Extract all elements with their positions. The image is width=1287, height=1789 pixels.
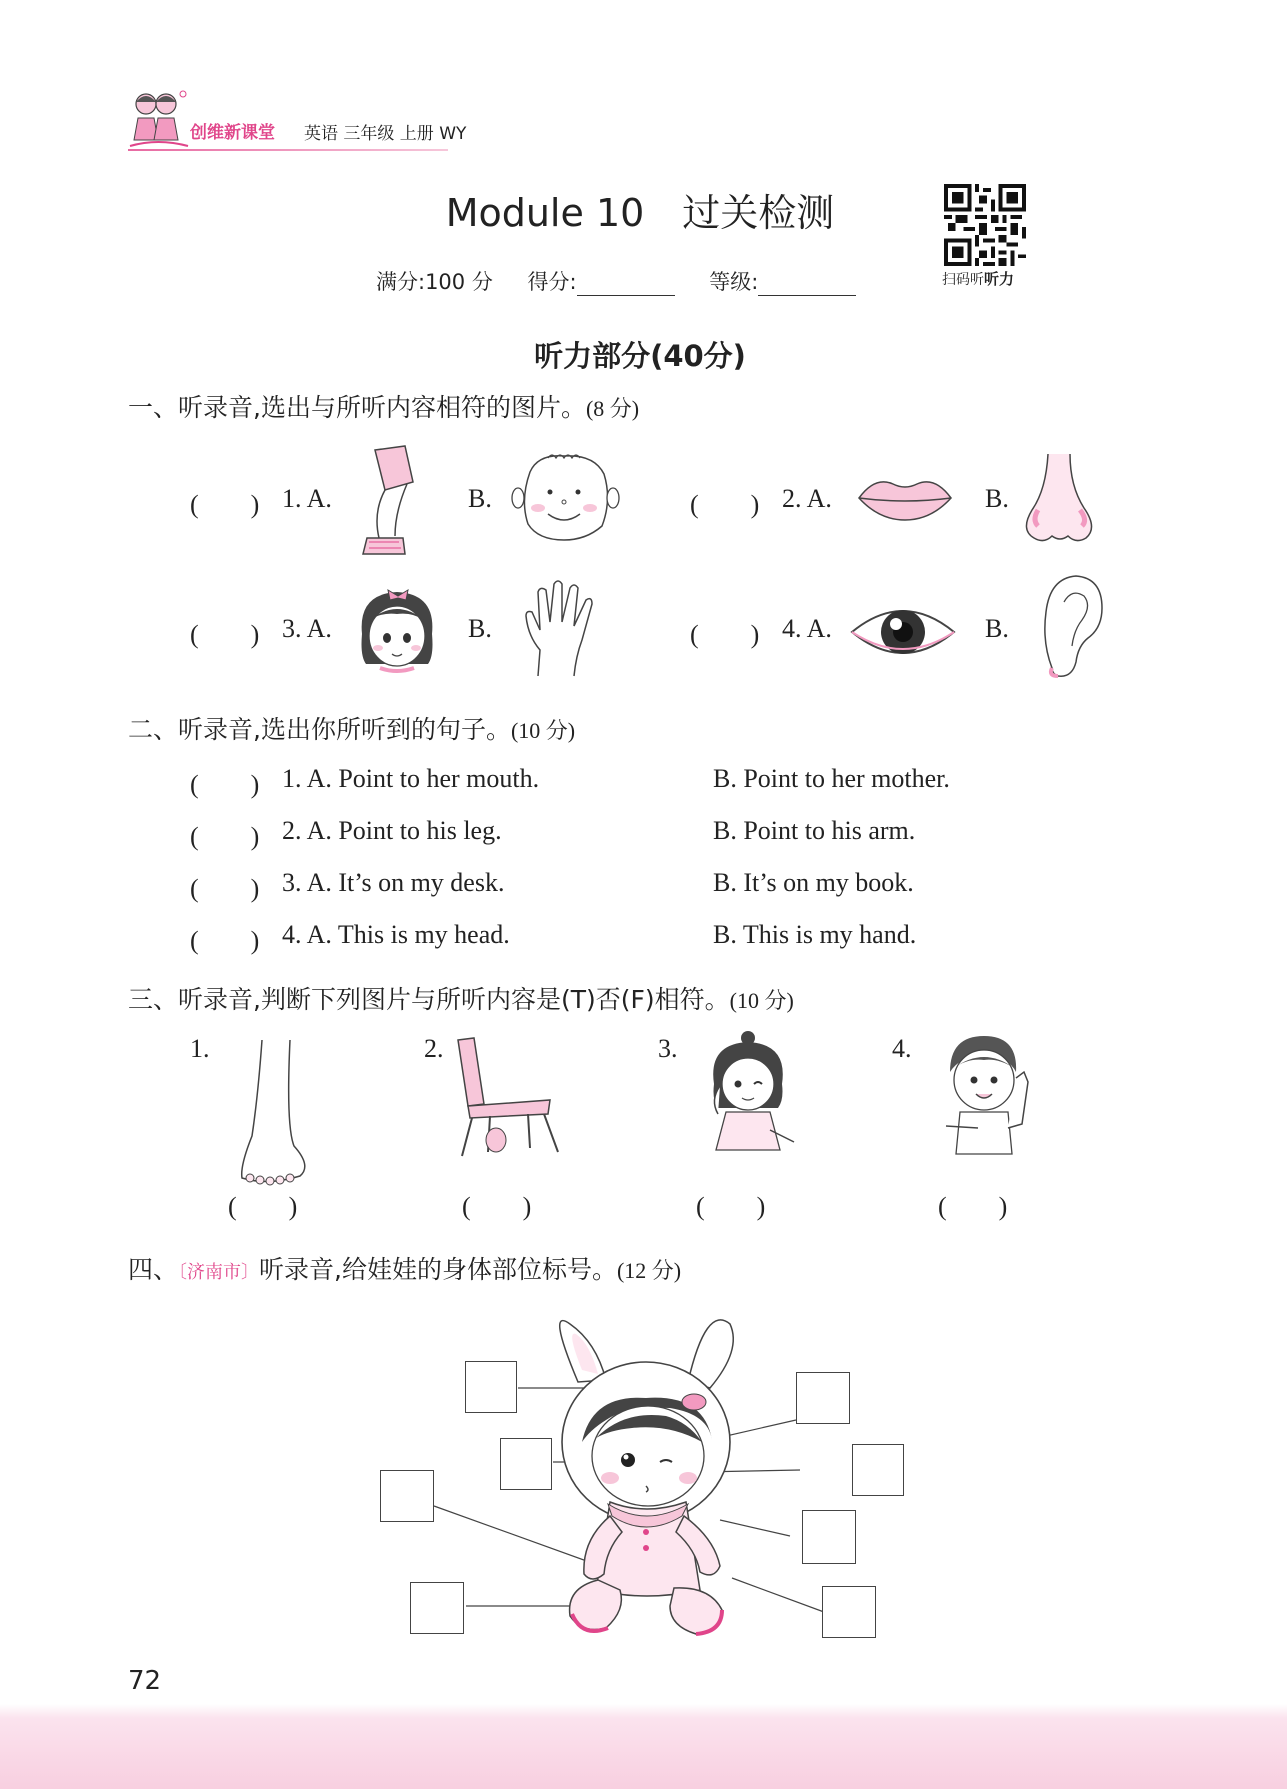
girl-face-icon xyxy=(352,584,442,676)
part3-item2-answer[interactable]: ( ) xyxy=(462,1192,532,1221)
part2-item4-b: B. This is my hand. xyxy=(713,920,917,949)
part2-item4-paren[interactable]: ( ) xyxy=(190,926,260,955)
label-box-6[interactable] xyxy=(852,1444,904,1496)
foot-icon xyxy=(228,1036,320,1188)
part2-item4-a: 4. A. This is my head. xyxy=(282,920,510,949)
brand-header xyxy=(128,88,508,158)
leg-icon xyxy=(345,442,435,560)
ear-icon xyxy=(1032,572,1106,682)
part1-item4-paren[interactable]: ( ) xyxy=(690,620,760,649)
footer-band xyxy=(0,1718,1287,1789)
face-icon xyxy=(508,450,623,544)
part1-item4-b: B. xyxy=(985,614,1009,643)
part1-item4-label: 4. A. xyxy=(782,614,832,643)
part2-item2-a: 2. A. Point to his leg. xyxy=(282,816,502,845)
part1-item3-paren[interactable]: ( ) xyxy=(190,620,260,649)
label-box-2[interactable] xyxy=(500,1438,552,1490)
score-blank[interactable] xyxy=(577,273,675,296)
qr-caption: 扫码听听力 xyxy=(942,270,1015,288)
part3-item1-num: 1. xyxy=(190,1034,210,1063)
eye-icon xyxy=(848,596,958,666)
part1-heading: 一、听录音,选出与所听内容相符的图片。(8 分) xyxy=(128,393,640,422)
part1-item2-label: 2. A. xyxy=(782,484,832,513)
header-divider xyxy=(128,149,448,151)
part2-item1-a: 1. A. Point to her mouth. xyxy=(282,764,540,793)
label-box-4[interactable] xyxy=(410,1582,464,1634)
part3-item1-answer[interactable]: ( ) xyxy=(228,1192,298,1221)
part1-item3-label: 3. A. xyxy=(282,614,332,643)
label-box-7[interactable] xyxy=(802,1510,856,1564)
part2-item1-b: B. Point to her mother. xyxy=(713,764,950,793)
label-box-8[interactable] xyxy=(822,1586,876,1638)
grade-blank[interactable] xyxy=(758,273,856,296)
grade-label: 等级: xyxy=(709,270,759,294)
full-marks: 满分:100 分 xyxy=(376,270,493,294)
nose-icon xyxy=(1018,450,1102,548)
boy-pointing-icon xyxy=(938,1032,1032,1158)
part2-item3-a: 3. A. It’s on my desk. xyxy=(282,868,505,897)
part3-heading: 三、听录音,判断下列图片与所听内容是(T)否(F)相符。(10 分) xyxy=(128,985,794,1014)
page-title: Module 10 过关检测 xyxy=(445,191,835,235)
score-line xyxy=(376,266,856,296)
girl-touching-ear-icon xyxy=(698,1030,798,1164)
part2-heading: 二、听录音,选出你所听到的句子。(10 分) xyxy=(128,715,576,744)
section-title: 听力部分(40分) xyxy=(534,339,746,373)
part3-item3-num: 3. xyxy=(658,1034,678,1063)
part1-item2-b: B. xyxy=(985,484,1009,513)
page-number: 72 xyxy=(128,1666,162,1696)
label-box-3[interactable] xyxy=(380,1470,434,1522)
book-info: 英语 三年级 上册 WY xyxy=(304,124,467,144)
part4-heading: 四、〔济南市〕听录音,给娃娃的身体部位标号。(12 分) xyxy=(128,1255,682,1284)
hand-icon xyxy=(518,576,600,680)
region-tag: 〔济南市〕 xyxy=(178,1262,260,1283)
qr-code-icon[interactable] xyxy=(944,184,1026,266)
part2-item3-b: B. It’s on my book. xyxy=(713,868,914,897)
label-box-5[interactable] xyxy=(796,1372,850,1424)
part1-item1-b: B. xyxy=(468,484,492,513)
part2-item1-paren[interactable]: ( ) xyxy=(190,770,260,799)
part1-item3-b: B. xyxy=(468,614,492,643)
part3-item4-answer[interactable]: ( ) xyxy=(938,1192,1008,1221)
part1-item1-label: 1. A. xyxy=(282,484,332,513)
part3-item2-num: 2. xyxy=(424,1034,444,1063)
part2-item2-b: B. Point to his arm. xyxy=(713,816,916,845)
part1-item2-paren[interactable]: ( ) xyxy=(690,490,760,519)
part3-item3-answer[interactable]: ( ) xyxy=(696,1192,766,1221)
mouth-icon xyxy=(855,470,955,528)
kids-logo-icon xyxy=(128,88,192,152)
chair-icon xyxy=(450,1034,562,1160)
part1-item1-paren[interactable]: ( ) xyxy=(190,490,260,519)
label-box-1[interactable] xyxy=(465,1361,517,1413)
part2-item2-paren[interactable]: ( ) xyxy=(190,822,260,851)
part3-item4-num: 4. xyxy=(892,1034,912,1063)
score-label: 得分: xyxy=(527,270,577,294)
part2-item3-paren[interactable]: ( ) xyxy=(190,874,260,903)
brand-name: 创维新课堂 xyxy=(190,123,275,143)
